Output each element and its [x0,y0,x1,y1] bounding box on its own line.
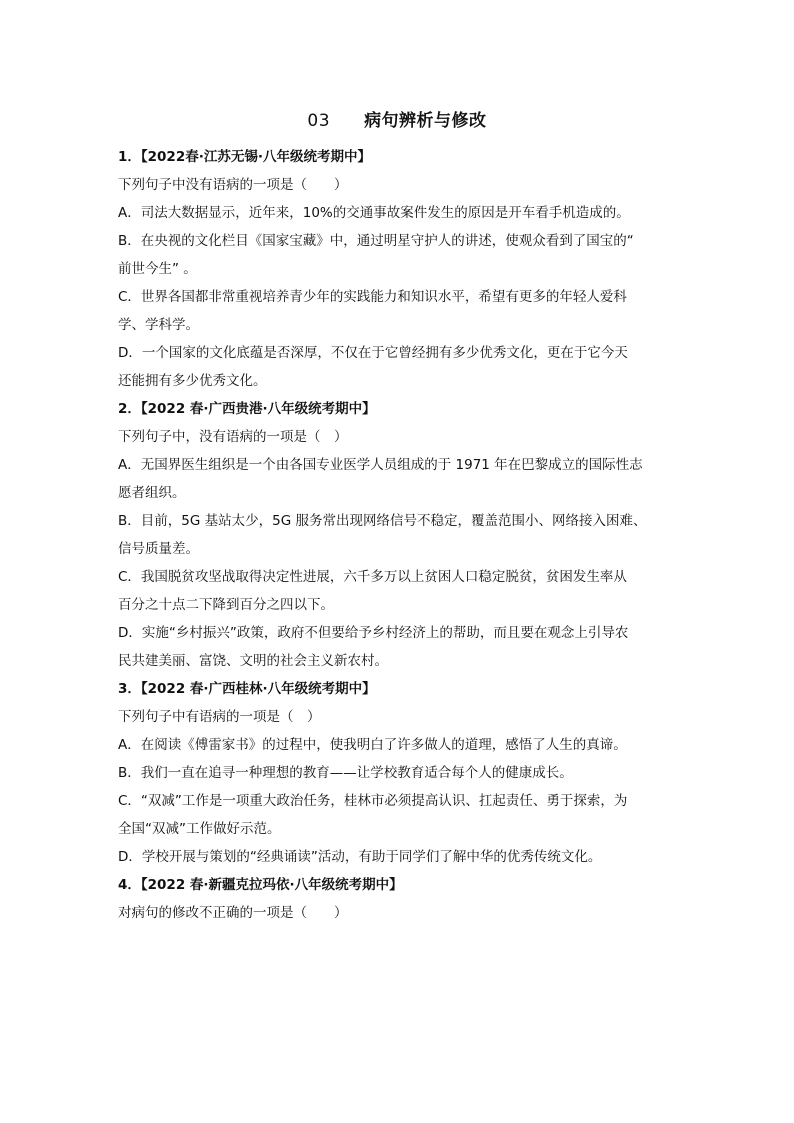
text-line: 下列句子中没有语病的一项是（ ） [118,177,348,193]
section-number: 03 [307,111,331,131]
text-line: D．学校开展与策划的“经典诵读”活动，有助于同学们了解中华的优秀传统文化。 [118,849,602,865]
text-line: 信号质量差。 [118,541,199,557]
text-line: C．我国脱贫攻坚战取得决定性进展，六千多万以上贫困人口稳定脱贫，贫困发生率从 [118,569,627,585]
text-line: 全国“双减”工作做好示范。 [118,821,281,837]
text-line: A．无国界医生组织是一个由各国专业医学人员组成的于 1971 年在巴黎成立的国际性志 [118,457,643,473]
text-line: D．实施“乡村振兴”政策，政府不但要给予乡村经济上的帮助，而且要在观念上引导农 [118,625,629,641]
text-line: 下列句子中，没有语病的一项是（ ） [118,429,348,445]
text-line: 愿者组织。 [118,485,186,501]
question-list [118,143,678,927]
text-line: 对病句的修改不正确的一项是（ ） [118,905,348,921]
text-line: 前世今生” 。 [118,261,197,277]
question-heading: 3．【2022 春·广西桂林·八年级统考期中】 [118,681,376,697]
question-heading: 4．【2022 春·新疆克拉玛依·八年级统考期中】 [118,877,403,893]
page-title [0,106,794,131]
text-line: B．目前，5G 基站太少，5G 服务常出现网络信号不稳定，覆盖范围小、网络接入困难、 [118,513,647,529]
text-line: D．一个国家的文化底蕴是否深厚，不仅在于它曾经拥有多少优秀文化，更在于它今天 [118,345,628,361]
text-line: 下列句子中有语病的一项是（ ） [118,709,321,725]
text-line: C．世界各国都非常重视培养青少年的实践能力和知识水平，希望有更多的年轻人爱科 [118,289,627,305]
text-line: B．在央视的文化栏目《国家宝藏》中，通过明星守护人的讲述，使观众看到了国宝的“ [118,233,634,249]
text-line: B．我们一直在追寻一种理想的教育——让学校教育适合每个人的健康成长。 [118,765,573,781]
text-line: A．司法大数据显示，近年来，10%的交通事故案件发生的原因是开车看手机造成的。 [118,205,630,221]
section-title: 病句辨析与修改 [364,111,487,131]
question-heading: 2．【2022 春·广西贵港·八年级统考期中】 [118,401,376,417]
question-heading: 1．【2022春·江苏无锡·八年级统考期中】 [118,149,371,165]
text-line: A．在阅读《傅雷家书》的过程中，使我明白了许多做人的道理，感悟了人生的真谛。 [118,737,627,753]
text-line: 百分之十点二下降到百分之四以下。 [118,597,334,613]
text-line: 还能拥有多少优秀文化。 [118,373,267,389]
text-line: 学、学科学。 [118,317,199,333]
text-line: C．“双减”工作是一项重大政治任务，桂林市必须提高认识、扛起责任、勇于探索，为 [118,793,628,809]
text-line: 民共建美丽、富饶、文明的社会主义新农村。 [118,653,388,669]
